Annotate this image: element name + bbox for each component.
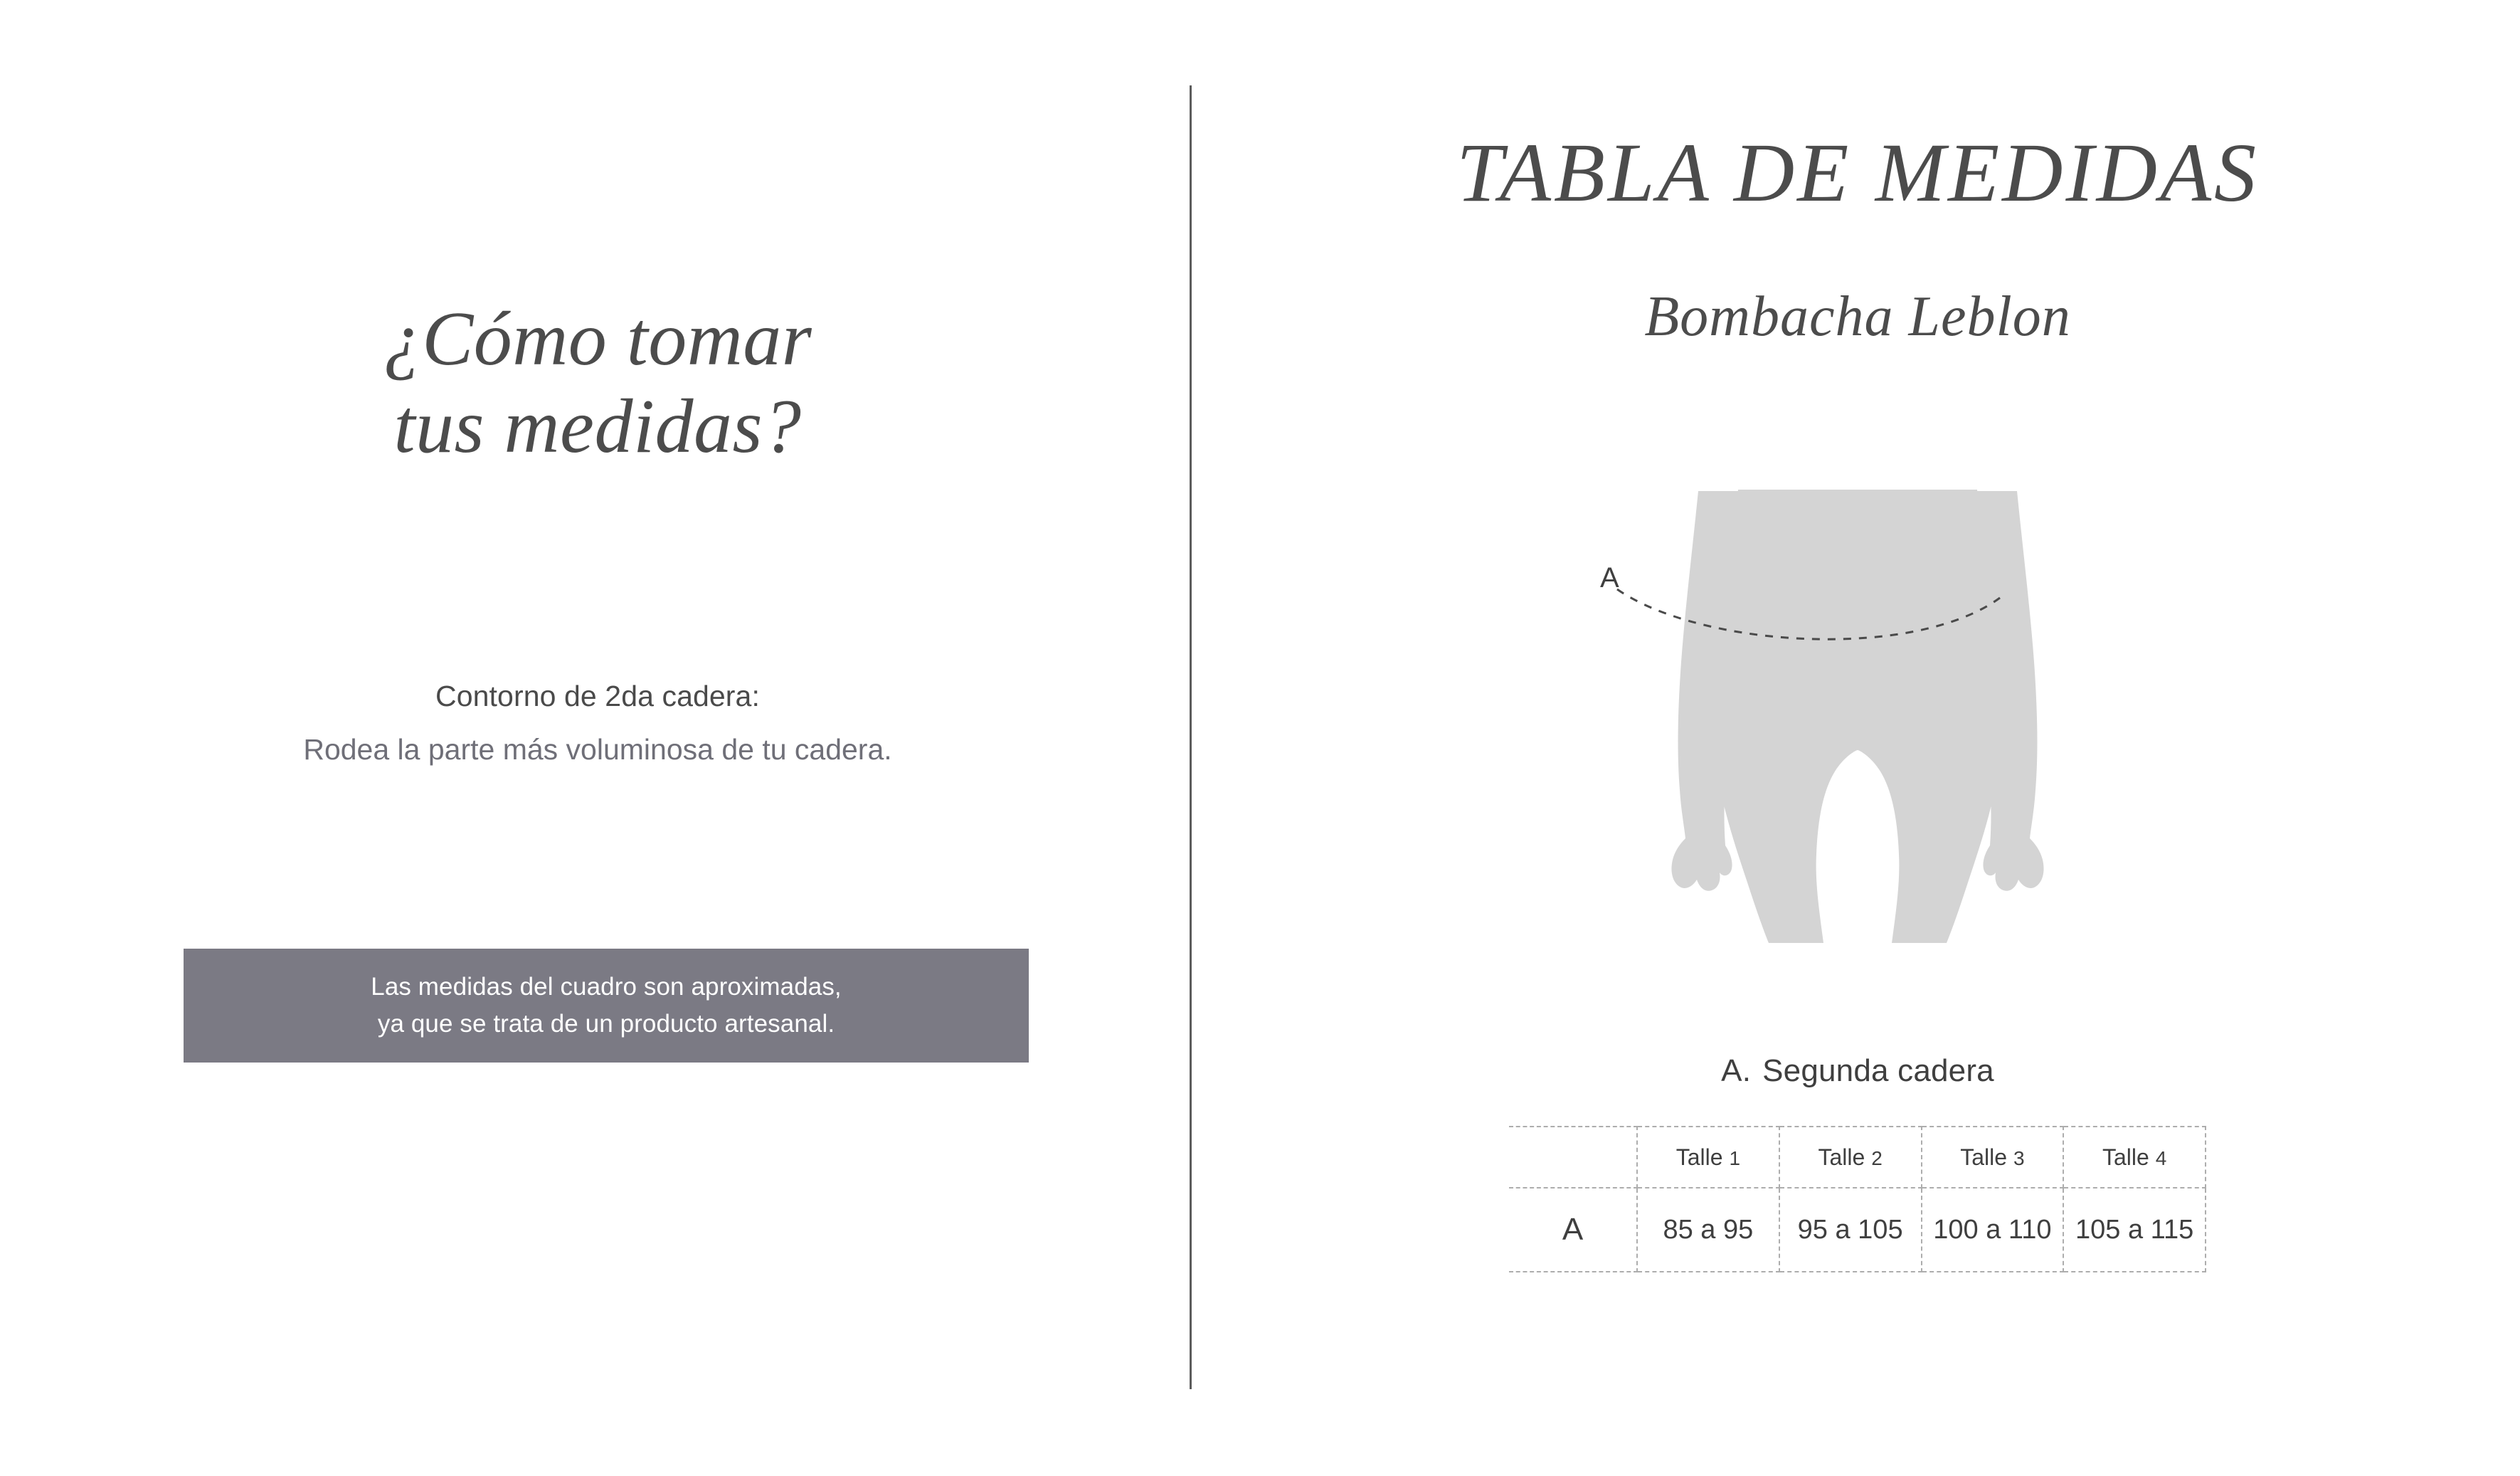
table-header-talle-1: Talle 1: [1637, 1127, 1779, 1188]
table-cell-a-talle-1: 85 a 95: [1637, 1188, 1779, 1272]
note-line-1: Las medidas del cuadro son aproximadas,: [371, 972, 842, 1001]
table-header-talle-2: Talle 2: [1779, 1127, 1922, 1188]
left-content: [0, 0, 1195, 470]
table-cell-a-talle-3: 100 a 110: [1922, 1188, 2064, 1272]
left-panel: [0, 0, 1195, 1476]
legend-text: Segunda cadera: [1762, 1053, 1994, 1088]
size-table-wrapper: [1509, 1126, 2206, 1272]
legend-key: A.: [1721, 1053, 1752, 1088]
measure-description: Rodea la parte más voluminosa de tu cadera.: [303, 733, 892, 766]
table-header-row: [1509, 1127, 2206, 1188]
page-title: [383, 295, 812, 470]
vertical-divider: [1190, 85, 1192, 1389]
table-row-label-a: A: [1509, 1188, 1637, 1272]
table-header-talle-3: Talle 3: [1922, 1127, 2064, 1188]
size-table: [1509, 1126, 2206, 1272]
table-corner-cell: [1509, 1127, 1637, 1188]
table-row: [1509, 1188, 2206, 1272]
page-title-line-1: ¿Cómo tomar: [383, 297, 812, 381]
legend: [1195, 1053, 2520, 1089]
size-chart-title: TABLA DE MEDIDAS: [1456, 126, 2260, 219]
table-header-talle-4: Talle 4: [2063, 1127, 2206, 1188]
measure-label: Contorno de 2da cadera:: [435, 680, 760, 712]
table-cell-a-talle-2: 95 a 105: [1779, 1188, 1922, 1272]
page-title-line-2: tus medidas?: [393, 384, 802, 470]
measure-instruction: [0, 680, 1195, 771]
right-panel: [1195, 0, 2520, 1476]
hip-measurement-illustration: [1573, 484, 2142, 975]
product-name: Bombacha Leblon: [1644, 285, 2071, 348]
body-figure: [1573, 484, 2142, 975]
note-line-2: ya que se trata de un producto artesanal.: [377, 1010, 835, 1038]
figure-label-a: A: [1600, 562, 1619, 594]
note-box: [184, 949, 1029, 1063]
table-cell-a-talle-4: 105 a 115: [2063, 1188, 2206, 1272]
